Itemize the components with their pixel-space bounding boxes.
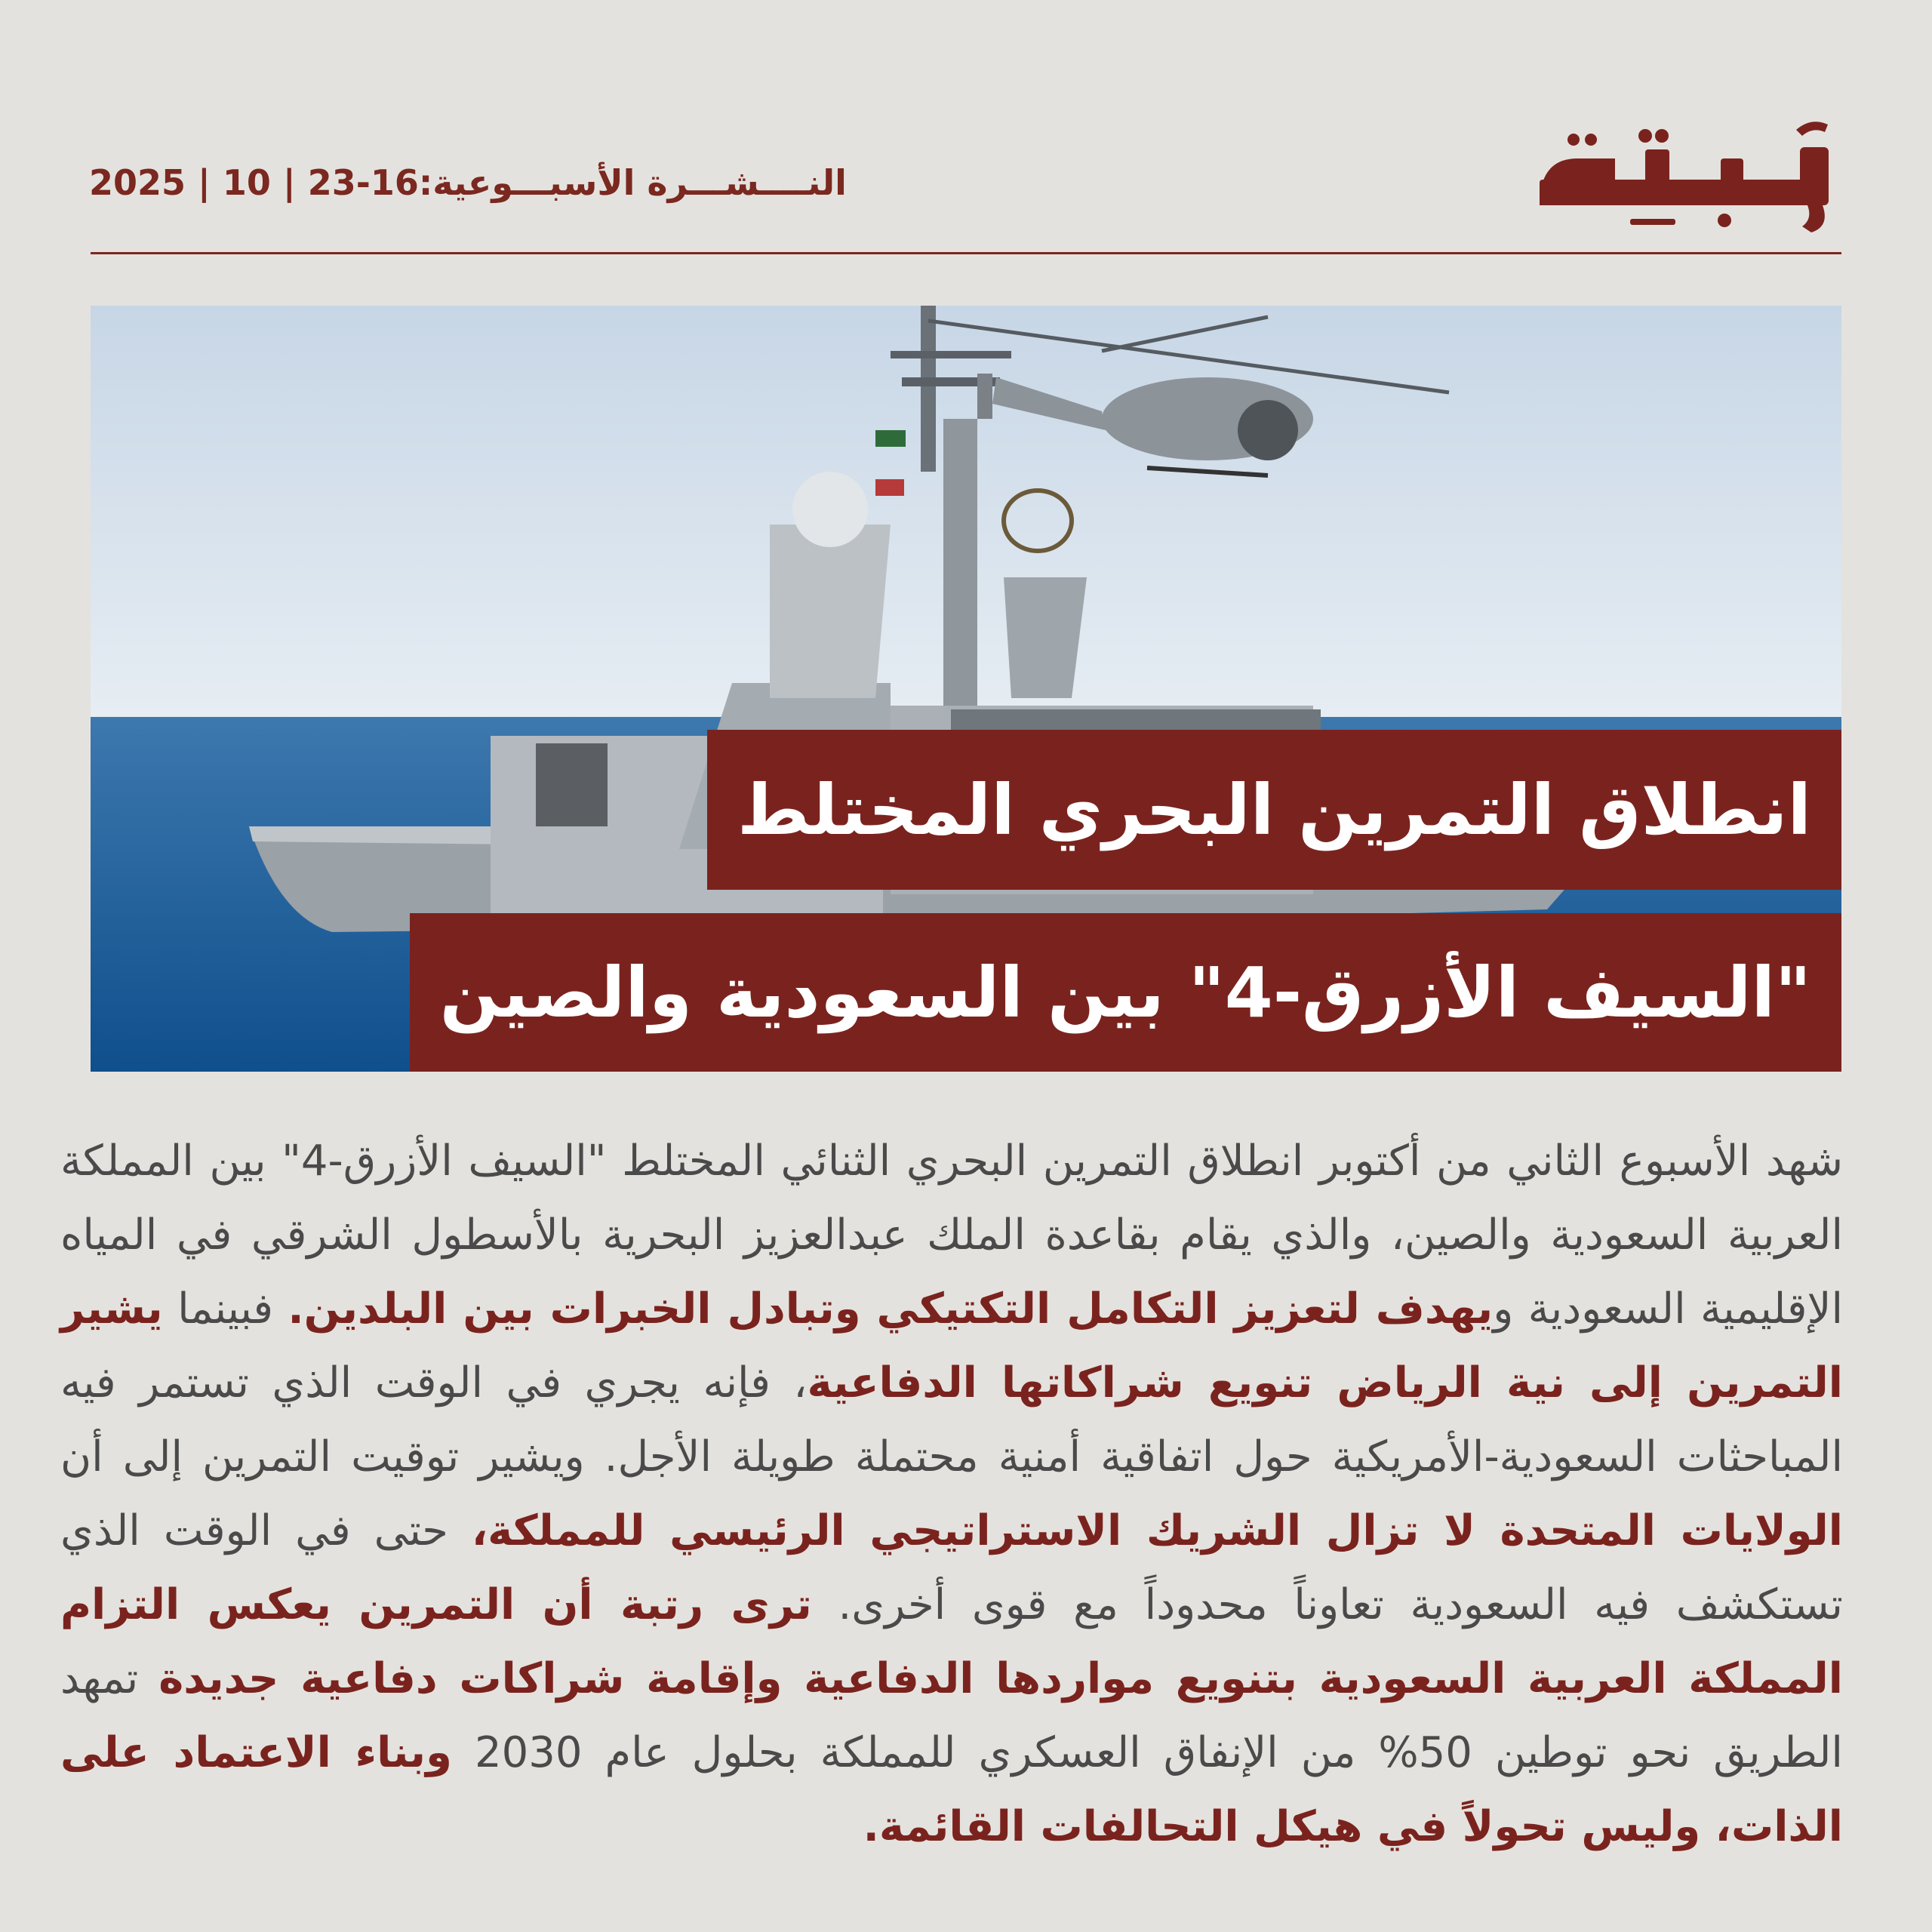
- article-text-4: حتى في الوقت الذي تستكشف فيه السعودية تعاوناً محدوداً مع قوى أخرى.: [60, 1506, 1843, 1629]
- article-highlight-4: ترى رتبة أن التمرين يعكس التزام المملكة العربية السعودية بتنويع مواردها الدفاعية وإقامة شراكات دفاعية جديدة: [60, 1580, 1844, 1703]
- date-range: 16-23 | 10 | 2025: [89, 162, 419, 203]
- rutba-logo-icon: [1532, 113, 1849, 234]
- article-highlight-3: الولايات المتحدة لا تزال الشريك الاستراتيجي الرئيسي للمملكة،: [471, 1506, 1843, 1555]
- article-highlight-1: يهدف لتعزيز التكامل التكتيكي وتبادل الخبرات بين البلدين.: [288, 1284, 1494, 1334]
- headline-line-1: انطلاق التمرين البحري المختلط: [707, 730, 1841, 890]
- article-text-5: تمهد الطريق نحو توطين 50% من الإنفاق العسكري للمملكة بحلول عام 2030: [60, 1654, 1843, 1777]
- header-divider: [91, 252, 1841, 254]
- newsletter-date: [89, 162, 847, 203]
- article-highlight-2: يشير التمرين إلى نية الرياض تنويع شراكاتها الدفاعية: [60, 1284, 1844, 1407]
- article-text-3: ، فإنه يجري في الوقت الذي تستمر فيه المباحثات السعودية-الأمريكية حول اتفاقية أمنية محتملة طويلة الأجل. ويشير توقيت التمرين إلى أن: [60, 1358, 1843, 1481]
- article-highlight-5: وبناء الاعتماد على الذات، وليس تحولاً في هيكل التحالفات القائمة.: [60, 1728, 1843, 1851]
- article-body: [60, 1124, 1843, 1864]
- newsletter-label: النــــشـــرة الأسبـــوعية:: [418, 162, 847, 203]
- hero-image: [91, 306, 1841, 1072]
- headline-line-2: "السيف الأزرق-4" بين السعودية والصين: [410, 913, 1841, 1072]
- article-text-2: فبينما: [162, 1284, 288, 1334]
- brand-logo: [1532, 113, 1849, 234]
- article-text-1: شهد الأسبوع الثاني من أكتوبر انطلاق التمرين البحري الثنائي المختلط "السيف الأزرق-4" بين المملكة العربية السعودية والصين، والذي يقام بقاعدة الملك عبدالعزيز البحرية بالأسطول الشرقي في المياه الإقليمية السعودية و: [60, 1137, 1844, 1334]
